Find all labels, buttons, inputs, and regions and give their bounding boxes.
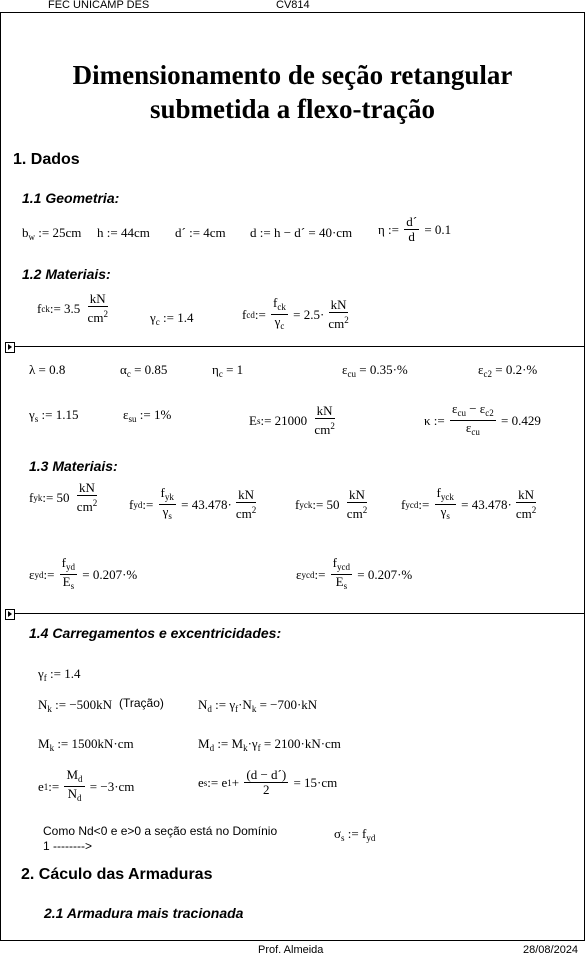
e1-definition: e 1 := $\frac{M_d}{N_d}$ = −3·cm	[38, 767, 135, 803]
section-2-1-heading: 2.1 Armadura mais tracionada	[44, 905, 244, 921]
gamma-s-definition: $\gamma_s$ := 1.15	[29, 407, 79, 424]
header-rule	[0, 12, 585, 13]
h-definition: h := 44cm	[97, 225, 150, 240]
fyd-definition: f yd := $\frac{f_{yk}}{\gamma_s}$ = 43.478· $\frac{kN}{cm^2}$	[129, 485, 257, 521]
Mk-definition: $M_k$ := 1500kN·cm	[38, 736, 134, 753]
gamma-f-definition: $\gamma_f$ := 1.4	[38, 666, 81, 683]
section-1-heading: 1. Dados	[13, 151, 80, 168]
domain-note-line-1: Como Nd<0 e e>0 a seção está no Domínio	[43, 824, 278, 838]
eps-ycd-definition: ε ycd := $\frac{f_{ycd}}{E_s}$ = 0.207·%	[296, 555, 413, 591]
region-toggle-icon[interactable]	[5, 342, 15, 353]
fycd-definition: f ycd := $\frac{f_{yck}}{\gamma_s}$ = 43.478· $\frac{kN}{cm^2}$	[401, 485, 537, 521]
domain-note-line-2: 1 -------->	[43, 839, 92, 853]
dprime-definition: d´ := 4cm	[175, 225, 226, 240]
kappa-definition: κ := $\frac{\varepsilon_{cu} - \varepsilon_{c2}}{\varepsilon_{cu}}$ = 0.429	[424, 401, 541, 437]
fcd-definition: f cd := $\frac{f_{ck}}{\gamma_c}$ = 2.5· $\frac{kN}{cm^2}$	[242, 295, 349, 331]
Nk-definition: $N_k$ := −500kN	[38, 697, 113, 714]
page-title	[0, 58, 585, 126]
header-left: FEC UNICAMP DES	[48, 0, 150, 11]
section-1-1-heading: 1.1 Geometria:	[22, 190, 120, 206]
left-border	[0, 12, 1, 940]
eps-su-definition: $\varepsilon_{su}$ := 1%	[123, 407, 172, 424]
alpha-c-value: $\alpha_c = 0.85$	[120, 362, 168, 379]
domain-note	[43, 824, 277, 854]
eta-definition: η := $\frac{d´}{d}$ = 0.1	[378, 214, 452, 244]
fck-definition: f ck := 3.5 $\frac{kN}{cm^2}$	[37, 291, 108, 325]
title-line-1: Dimensionamento de seção retangular	[72, 60, 513, 90]
title-line-2: submetida a flexo-tração	[150, 94, 435, 124]
Md-definition: $M_d$ := $M_k\cdot\gamma_f = 2100\cdot kN\cdot cm$	[198, 736, 341, 753]
fyk-definition: f yk := 50 $\frac{kN}{cm^2}$	[29, 480, 98, 514]
sigma-s-definition: $\sigma_s$ := $f_{yd}$	[334, 826, 376, 843]
lambda-value: λ = 0.8	[29, 362, 66, 377]
gamma-c-definition: $\gamma_c$ := 1.4	[150, 310, 194, 327]
eta-c-value: $\eta_c = 1$	[212, 362, 244, 379]
Nd-definition: $N_d$ := $\gamma_f\cdot N_k = -700\cdot kN$	[198, 697, 318, 714]
region-divider-1	[14, 346, 584, 347]
section-1-4-heading: 1.4 Carregamentos e excentricidades:	[29, 625, 282, 641]
section-2-heading: 2. Cáculo das Armaduras	[21, 866, 213, 883]
footer-rule	[0, 940, 585, 941]
Nk-note: (Tração)	[119, 696, 164, 710]
section-1-2-heading: 1.2 Materiais:	[22, 266, 111, 282]
footer-date: 28/08/2024	[523, 944, 579, 956]
region-toggle-icon-2[interactable]	[5, 609, 15, 620]
eps-yd-definition: ε yd := $\frac{f_{yd}}{E_s}$ = 0.207·%	[29, 555, 138, 591]
eps-cu-value: $\varepsilon_{cu} = 0.35\cdot\%$	[342, 362, 408, 379]
region-divider-2	[14, 613, 584, 614]
section-1-3-heading: 1.3 Materiais:	[29, 458, 118, 474]
d-definition: d := h − d´ = 40·cm	[250, 225, 353, 240]
es-definition: e s := e 1 + $\frac{(d - d´)}{2}$ = 15·cm	[198, 767, 338, 797]
footer-author: Prof. Almeida	[258, 944, 324, 956]
Es-definition: E s := 21000 $\frac{kN}{cm^2}$	[249, 403, 335, 437]
bw-definition: $b_w$ := 25cm	[22, 225, 82, 242]
header-center: CV814	[276, 0, 310, 11]
fyck-definition: f yck := 50 $\frac{kN}{cm^2}$	[295, 487, 368, 521]
eps-c2-value: $\varepsilon_{c2} = 0.2\cdot\%$	[478, 362, 538, 379]
